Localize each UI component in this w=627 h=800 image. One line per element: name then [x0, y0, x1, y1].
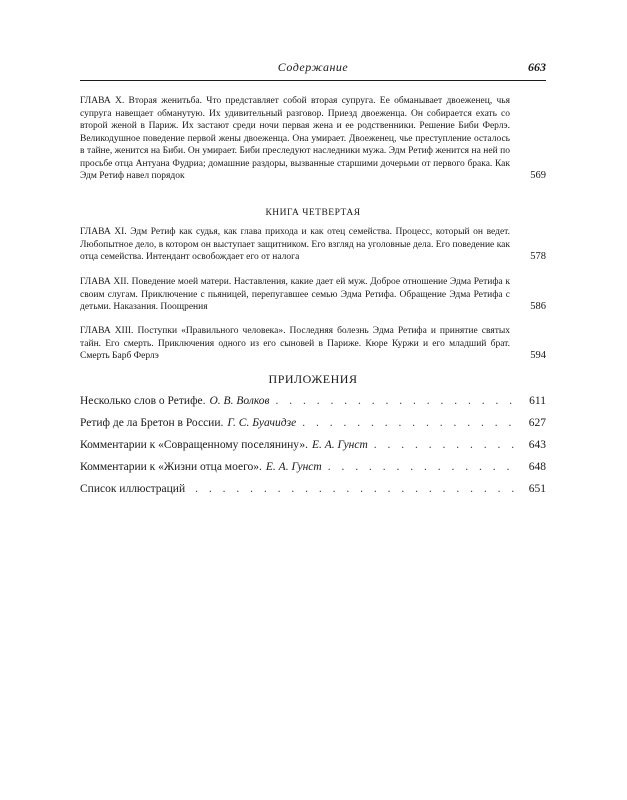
entry-page-number: 651	[528, 483, 546, 495]
header-rule	[80, 80, 546, 81]
entry-title: Ретиф де ла Бретон в России.	[80, 417, 224, 429]
appendix-list	[80, 393, 546, 503]
appendix-entry[interactable]	[80, 415, 546, 437]
appendix-heading: ПРИЛОЖЕНИЯ	[268, 372, 358, 386]
entry-author: О. В. Волков	[209, 395, 270, 407]
entry-page-number: 611	[529, 395, 546, 407]
page-number: 663	[528, 60, 546, 74]
chapter-text	[80, 95, 510, 183]
entry-page-number: 643	[528, 439, 546, 451]
chapter-text	[80, 226, 510, 264]
entry-page-number: 627	[528, 417, 546, 429]
toc-chapter-10	[80, 95, 546, 183]
chapter-label: ГЛАВА XII.	[80, 277, 129, 287]
chapter-label: ГЛАВА X.	[80, 96, 125, 106]
chapter-summary: Вторая женитьба. Что представляет собой вторая супруга. Ее обманывает двоеженец, чья супруга навещает обманутую. Их удивительный разговор. Приезд двоеженца. Он собирается ехать со второй женой в Париж. Их застают среди ночи первая жена и ее родственники. Решение Биби Ферлэ. Великодушное поведение первой жены двоеженца. Она умирает. Двоеженец, чье преступление осталось в тайне, женится на Биби. Он умирает. Биби преследуют наследники мужа. Эдм Ретиф женится на ней по просьбе отца Антуана Фудриа; домашние раздоры, вызванные старшими дочерьми от первого брака. Как Эдм Ретиф навел порядок	[80, 96, 511, 181]
entry-title: Несколько слов о Ретифе.	[80, 395, 206, 407]
dot-leader	[195, 481, 518, 497]
entry-author: Г. С. Буачидзе	[227, 417, 297, 429]
chapter-text	[80, 276, 510, 314]
appendix-entry[interactable]	[80, 437, 546, 459]
appendix-entry[interactable]	[80, 393, 546, 415]
book-heading: КНИГА ЧЕТВЕРТАЯ	[265, 208, 361, 218]
entry-author: Е. А. Гунст	[265, 461, 322, 473]
appendix-entry[interactable]	[80, 481, 546, 503]
dot-leader	[276, 393, 518, 409]
running-head	[80, 60, 546, 78]
toc-chapter-11	[80, 226, 546, 264]
toc-chapter-13	[80, 325, 546, 363]
entry-page-number: 648	[528, 461, 546, 473]
chapter-summary: Поведение моей матери. Наставления, какие дает ей муж. Доброе отношение Эдма Ретифа к своим слугам. Приключение с пьяницей, перепугавшее семью Эдма Ретифа. Обращение Эдма Ретифа с детьми. Наказания. Поощрения	[80, 277, 511, 312]
dot-leader	[374, 437, 518, 453]
chapter-page-number: 569	[530, 170, 546, 181]
dot-leader	[302, 415, 518, 431]
entry-author: Е. А. Гунст	[311, 439, 368, 451]
dot-leader	[328, 459, 518, 475]
entry-title: Список иллюстраций	[80, 483, 186, 495]
entry-title: Комментарии к «Совращенному поселянину».	[80, 439, 308, 451]
chapter-page-number: 586	[530, 301, 546, 312]
chapter-summary: Поступки «Правильного человека». Последняя болезнь Эдма Ретифа и принятие святых тайн. Его смерть. Приключения одного из его сыновей в Париже. Кюре Куржи и его младший брат. Смерть Барб Ферлэ	[80, 326, 510, 361]
chapter-label: ГЛАВА XI.	[80, 227, 127, 237]
chapter-page-number: 594	[530, 350, 546, 361]
entry-title: Комментарии к «Жизни отца моего».	[80, 461, 262, 473]
chapter-label: ГЛАВА XIII.	[80, 326, 134, 336]
appendix-entry[interactable]	[80, 459, 546, 481]
chapter-summary: Эдм Ретиф как судья, как глава прихода и как отец семейства. Процесс, который он ведет. Любопытное дело, в котором он выступает защитником. Его взгляд на уголовные дела. Его поведение как отца семейства. Интендант освобождает его от налога	[80, 227, 510, 262]
chapter-text	[80, 325, 510, 363]
toc-chapter-12	[80, 276, 546, 314]
running-title: Содержание	[277, 60, 349, 74]
chapter-page-number: 578	[530, 251, 546, 262]
